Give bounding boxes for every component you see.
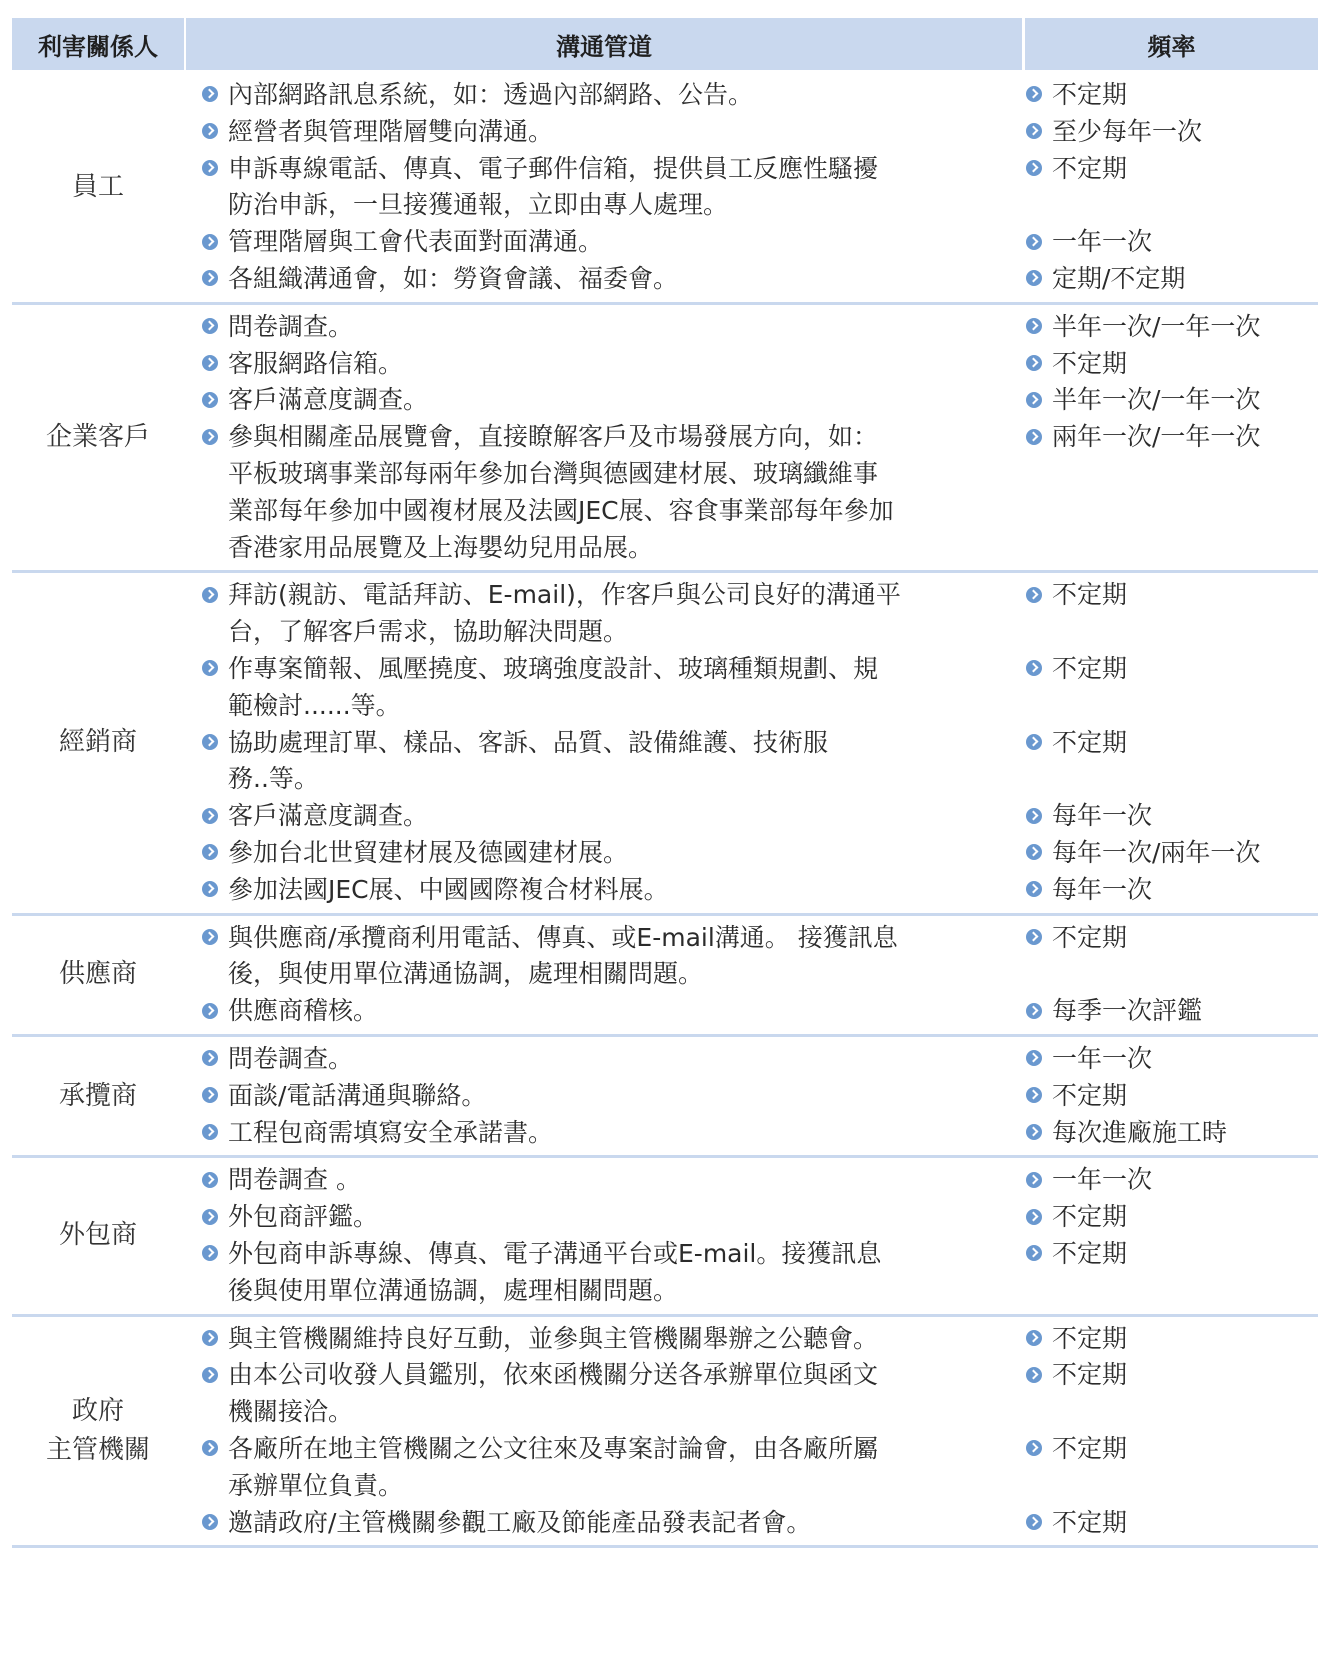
bullet-icon (202, 392, 218, 408)
bullet-icon (1026, 1209, 1042, 1225)
channel-text: 作專案簡報、風壓撓度、玻璃強度設計、玻璃種類規劃、規 (228, 653, 879, 683)
frequency-text: 每次進廠施工時 (1052, 1117, 1228, 1147)
channel-text: 機關接洽。 (228, 1397, 354, 1427)
stakeholder-name: 供應商 (58, 959, 137, 990)
channel-text: 客戶滿意度調查。 (228, 385, 429, 415)
frequency-text: 不定期 (1052, 653, 1128, 683)
frequency-text: 不定期 (1052, 153, 1128, 183)
bullet-icon (202, 1050, 218, 1066)
bullet-icon (202, 86, 218, 102)
frequency-text: 兩年一次/一年一次 (1052, 422, 1261, 452)
header-stakeholder: 利害關係人 (12, 18, 184, 70)
bullet-icon (1026, 123, 1042, 139)
table-row (12, 305, 1318, 571)
bullet-icon (202, 734, 218, 750)
bullet-icon (202, 160, 218, 176)
bullet-icon (1026, 1050, 1042, 1066)
bullet-icon (1026, 86, 1042, 102)
frequency-text: 一年一次 (1052, 1044, 1153, 1073)
bullet-icon (202, 587, 218, 603)
bullet-icon (202, 1172, 218, 1188)
frequency-text: 一年一次 (1052, 1165, 1153, 1195)
bullet-icon (1026, 1514, 1042, 1530)
bullet-icon (1026, 234, 1042, 250)
stakeholder-cell (12, 916, 184, 1034)
stakeholder-name: 經銷商 (58, 727, 137, 758)
channel-text: 拜訪(親訪、電話拜訪、E-mail)，作客戶與公司良好的溝通平 (228, 580, 901, 610)
bullet-icon (202, 844, 218, 860)
channel-text: 務..等。 (228, 764, 319, 794)
bullet-icon (202, 1514, 218, 1530)
bullet-icon (1026, 1330, 1042, 1346)
frequency-text: 不定期 (1052, 348, 1128, 378)
channel-text: 業部每年參加中國複材展及法國JEC展、容食事業部每年參加 (228, 495, 894, 525)
bullet-icon (202, 270, 218, 286)
channel-text: 外包商申訴專線、傳真、電子溝通平台或E-mail。接獲訊息 (228, 1238, 882, 1268)
bullet-icon (1026, 734, 1042, 750)
stakeholder-name: 主管機關 (45, 1434, 150, 1465)
frequency-text: 不定期 (1052, 80, 1128, 109)
bullet-icon (1026, 1172, 1042, 1188)
channel-text: 平板玻璃事業部每兩年參加台灣與德國建材展、玻璃纖維事 (228, 458, 879, 488)
frequency-text: 定期/不定期 (1052, 264, 1186, 293)
frequency-text: 每季一次評鑑 (1052, 996, 1203, 1026)
frequency-text: 不定期 (1052, 1323, 1128, 1353)
channel-text: 後與使用單位溝通協調，處理相關問題。 (228, 1275, 679, 1305)
frequency-text: 不定期 (1052, 1202, 1128, 1232)
bullet-icon (1026, 1087, 1042, 1103)
bullet-icon (202, 1330, 218, 1346)
channel-text: 參與相關產品展覽會，直接瞭解客戶及市場發展方向，如： (228, 422, 879, 452)
stakeholder-name: 政府 (71, 1395, 124, 1426)
channel-text: 問卷調查 。 (228, 1165, 361, 1195)
stakeholder-cell (12, 305, 184, 571)
stakeholder-cell (12, 1158, 184, 1313)
frequency-text: 半年一次/一年一次 (1052, 311, 1261, 341)
stakeholder-name: 員工 (71, 171, 124, 202)
bullet-icon (1026, 660, 1042, 676)
channel-text: 與主管機關維持良好互動，並參與主管機關舉辦之公聽會。 (228, 1323, 879, 1353)
bullet-icon (202, 318, 218, 334)
frequency-text: 不定期 (1052, 1360, 1128, 1390)
bullet-icon (202, 234, 218, 250)
bullet-icon (1026, 318, 1042, 334)
channel-text: 協助處理訂單、樣品、客訴、品質、設備維護、技術服 (228, 727, 829, 757)
stakeholder-name: 外包商 (58, 1220, 137, 1251)
frequency-text: 不定期 (1052, 580, 1128, 610)
channel-text: 範檢討......等。 (228, 690, 401, 720)
channel-text: 內部網路訊息系統，如：透過內部網路、公告。 (228, 80, 754, 109)
header-frequency: 頻率 (1025, 18, 1318, 70)
frequency-text: 不定期 (1052, 1433, 1128, 1463)
table-row (12, 916, 1318, 1034)
bullet-icon (1026, 1124, 1042, 1140)
table-row (12, 1158, 1318, 1313)
frequency-text: 不定期 (1052, 1507, 1128, 1537)
channel-text: 供應商稽核。 (228, 996, 379, 1026)
frequency-text: 每年一次 (1052, 801, 1153, 831)
bullet-icon (1026, 270, 1042, 286)
channel-text: 申訴專線電話、傳真、電子郵件信箱，提供員工反應性騷擾 (228, 153, 879, 183)
channel-text: 外包商評鑑。 (228, 1202, 379, 1232)
bullet-icon (1026, 808, 1042, 824)
frequency-text: 不定期 (1052, 1238, 1128, 1268)
table-row (12, 573, 1318, 912)
row-divider (12, 1545, 1318, 1548)
table-row (12, 1317, 1318, 1546)
bullet-icon (202, 355, 218, 371)
frequency-text: 一年一次 (1052, 227, 1153, 257)
channel-text: 各廠所在地主管機關之公文往來及專案討論會，由各廠所屬 (228, 1433, 879, 1463)
frequency-text: 不定期 (1052, 922, 1128, 952)
stakeholder-cell (12, 573, 184, 912)
table-row (12, 73, 1318, 302)
frequency-text: 不定期 (1052, 727, 1128, 757)
channel-text: 面談/電話溝通與聯絡。 (228, 1080, 487, 1110)
stakeholder-cell (12, 1037, 184, 1155)
channel-text: 承辦單位負責。 (228, 1470, 404, 1500)
bullet-icon (1026, 587, 1042, 603)
channel-text: 各組織溝通會，如：勞資會議、福委會。 (228, 264, 679, 293)
channel-text: 客服網路信箱。 (228, 348, 404, 378)
bullet-icon (1026, 1440, 1042, 1456)
bullet-icon (1026, 929, 1042, 945)
channel-text: 工程包商需填寫安全承諾書。 (228, 1117, 554, 1147)
bullet-icon (202, 881, 218, 897)
channel-text: 客戶滿意度調查。 (228, 801, 429, 831)
channel-text: 邀請政府/主管機關參觀工廠及節能產品發表記者會。 (228, 1507, 812, 1537)
channel-text: 問卷調查。 (228, 311, 354, 341)
bullet-icon (202, 1087, 218, 1103)
bullet-icon (1026, 1003, 1042, 1019)
bullet-icon (202, 1209, 218, 1225)
frequency-text: 至少每年一次 (1052, 116, 1203, 146)
bullet-icon (202, 1440, 218, 1456)
bullet-icon (202, 660, 218, 676)
bullet-icon (1026, 429, 1042, 445)
channel-text: 問卷調查。 (228, 1044, 354, 1073)
bullet-icon (202, 929, 218, 945)
bullet-icon (1026, 1245, 1042, 1261)
bullet-icon (1026, 392, 1042, 408)
frequency-text: 不定期 (1052, 1080, 1128, 1110)
bullet-icon (1026, 881, 1042, 897)
bullet-icon (202, 1003, 218, 1019)
channel-text: 台，了解客戶需求，協助解決問題。 (228, 617, 629, 647)
stakeholder-name: 企業客戶 (45, 422, 150, 453)
frequency-text: 每年一次/兩年一次 (1052, 837, 1261, 867)
stakeholder-cell (12, 73, 184, 302)
bullet-icon (1026, 1367, 1042, 1383)
channel-text: 參加台北世貿建材展及德國建材展。 (228, 837, 629, 867)
stakeholder-cell (12, 1317, 184, 1546)
bullet-icon (202, 123, 218, 139)
bullet-icon (202, 1245, 218, 1261)
bullet-icon (202, 1367, 218, 1383)
channel-text: 防治申訴，一旦接獲通報，立即由專人處理。 (228, 190, 729, 220)
header-channel: 溝通管道 (186, 18, 1022, 70)
channel-text: 與供應商/承攬商利用電話、傳真、或E-mail溝通。 接獲訊息 (228, 922, 898, 952)
channel-text: 管理階層與工會代表面對面溝通。 (228, 227, 604, 257)
bullet-icon (202, 1124, 218, 1140)
channel-text: 由本公司收發人員鑑別，依來函機關分送各承辦單位與函文 (228, 1360, 879, 1390)
stakeholder-name: 承攬商 (58, 1080, 137, 1111)
frequency-text: 半年一次/一年一次 (1052, 385, 1261, 415)
channel-text: 經營者與管理階層雙向溝通。 (228, 116, 554, 146)
bullet-icon (1026, 160, 1042, 176)
table-row (12, 1037, 1318, 1155)
bullet-icon (202, 808, 218, 824)
frequency-text: 每年一次 (1052, 874, 1153, 904)
bullet-icon (1026, 844, 1042, 860)
bullet-icon (202, 429, 218, 445)
channel-text: 香港家用品展覽及上海嬰幼兒用品展。 (228, 532, 654, 562)
channel-text: 後，與使用單位溝通協調，處理相關問題。 (228, 959, 704, 989)
channel-text: 參加法國JEC展、中國國際複合材料展。 (228, 874, 669, 904)
bullet-icon (1026, 355, 1042, 371)
